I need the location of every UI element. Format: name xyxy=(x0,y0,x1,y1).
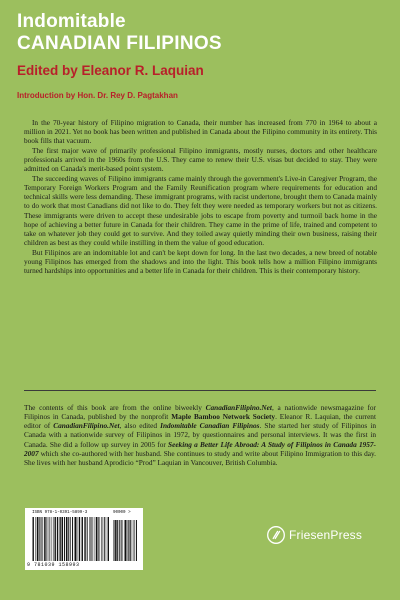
barcode-bar xyxy=(90,517,91,561)
barcode-bar xyxy=(101,517,102,561)
barcode-bar xyxy=(100,517,101,561)
barcode-bar xyxy=(89,517,90,561)
about-text: , a nationwide newsmagazine for Filipinos in Canada, published by the nonprofit xyxy=(24,403,376,422)
barcode-bar xyxy=(64,517,65,561)
barcode-bar xyxy=(123,520,124,561)
friesenpress-logo-icon xyxy=(267,526,285,544)
publisher-logo xyxy=(267,526,362,544)
isbn-digits: 9 781039 158993 xyxy=(27,562,80,568)
description-paragraph: The first major wave of primarily professional Filipino immigrants, mostly nurses, doctors and other healthcare professionals arrived in the 1960s from the U.S. They came to renew their U.S. visas but decided to stay. They were admitted on Canada's merit-based point system. xyxy=(24,145,377,174)
title-line-2: CANADIAN FILIPINOS xyxy=(17,33,222,54)
barcode-bar xyxy=(37,517,38,561)
barcode-bar xyxy=(55,517,56,561)
barcode-bars xyxy=(32,517,110,561)
barcode-bar xyxy=(68,517,69,561)
barcode-bar xyxy=(92,517,93,561)
barcode-bar xyxy=(116,520,117,561)
site-name: CanadianFilipino.Net xyxy=(205,403,272,412)
barcode-bar xyxy=(44,517,45,561)
barcode-bar xyxy=(54,517,55,561)
barcode-bar xyxy=(59,517,60,561)
barcode-bar xyxy=(66,517,67,561)
barcode-bar xyxy=(77,517,78,561)
addon-barcode-bars xyxy=(113,520,138,561)
description-paragraph: But Filipinos are an indomitable lot and can't be kept down for long. In the last two decades, a new breed of notable young Filipinos has emerged from the shadows and into the light. This book tells how a million Filipino immigrants turned hardships into opportunities and a better life in Canada for their children. This is their contemporary history. xyxy=(24,247,377,275)
barcode-bar xyxy=(50,517,51,561)
barcode-bar xyxy=(96,517,97,561)
barcode-bar xyxy=(49,517,50,561)
barcode-bar xyxy=(74,517,75,561)
barcode-bar xyxy=(134,520,135,561)
barcode-bar xyxy=(132,520,133,561)
barcode-bar xyxy=(75,517,76,561)
introduction-credit: Introduction by Hon. Dr. Rey D. Pagtakhan xyxy=(17,91,178,100)
barcode-bar xyxy=(39,517,40,561)
barcode-bar xyxy=(41,517,42,561)
barcode-bar xyxy=(106,517,107,561)
barcode-bar xyxy=(45,517,46,561)
barcode-bar xyxy=(108,517,109,561)
barcode-bar xyxy=(125,520,126,561)
barcode-bar xyxy=(94,517,95,561)
barcode-bar xyxy=(135,520,136,561)
barcode-bar xyxy=(52,517,53,561)
barcode-bar xyxy=(124,520,125,561)
book-description xyxy=(24,118,377,276)
barcode-bar xyxy=(60,517,61,561)
barcode-bar xyxy=(130,520,131,561)
price-code: 90000 > xyxy=(113,511,131,515)
title-line-1: Indomitable xyxy=(17,11,126,32)
about-text: , also edited xyxy=(119,421,161,431)
barcode-bar xyxy=(114,520,115,561)
barcode-bar xyxy=(115,520,116,561)
about-text: . She started her study of Filipinos in Canada with a nationwide survey of Filipinos in 1972, by questionnaires and personal interviews. It was the first in Canada. She did a follow up survey in 2005 for xyxy=(24,421,376,449)
description-paragraph: In the 70-year history of Filipino migration to Canada, their number has increased from 770 in 1964 to about a million in 2021. Yet no book has been written and published in Canada about the Filipino community in its entirety. This book fills that vacuum. xyxy=(24,118,377,146)
isbn-label: ISBN 978-1-0391-5899-3 xyxy=(32,511,88,515)
book-title: Indomitable Canadian Filipinos xyxy=(160,421,260,431)
barcode-bar xyxy=(79,517,80,561)
barcode-bar xyxy=(82,517,83,561)
about-editor-paragraph xyxy=(24,403,376,467)
barcode-bar xyxy=(33,517,34,561)
barcode-bar xyxy=(128,520,129,561)
barcode-bar xyxy=(62,517,63,561)
section-divider xyxy=(24,390,376,391)
barcode-bar xyxy=(104,517,105,561)
barcode-bar xyxy=(127,520,128,561)
barcode-bar xyxy=(72,517,73,561)
barcode-bar xyxy=(84,517,85,561)
barcode-bar xyxy=(57,517,58,561)
barcode-bar xyxy=(87,517,88,561)
about-text: The contents of this book are from the online biweekly xyxy=(24,403,206,412)
organization-name: Maple Bamboo Network Society xyxy=(171,412,276,422)
barcode-bar xyxy=(42,517,43,561)
isbn-barcode xyxy=(25,508,143,570)
barcode-bar xyxy=(121,520,122,561)
site-name: CanadianFilipino.Net xyxy=(53,421,120,431)
barcode-bar xyxy=(119,520,120,561)
about-text: which she co-authored with her husband. She continues to study and write about Filipino Immigration to this day. She lives with her husband Aprodicio “Prod” Laquian in Vancouver, British Columbia. xyxy=(24,448,376,467)
book-title: Seeking a Better Life Abroad: A Study of Filipinos in Canada 1957-2007 xyxy=(24,439,376,458)
editor-credit: Edited by Eleanor R. Laquian xyxy=(17,63,204,78)
barcode-bar xyxy=(47,517,48,561)
description-paragraph: The succeeding waves of Filipino immigrants came mainly through the government's Live-in Caregiver Program, the Temporary Foreign Workers Program and the Family Reunification program where requirements for education and technical skills were less demanding. These immigrant programs, with racist undertone, brought them to Canada mainly to do work that most Canadians did not like to do. They felt they were needed as temporary workers but not as citizens. These immigrants were driven to accept these undesirable jobs to escape from poverty and turmoil back home in the hope of achieving a better future in Canada for their children. They came in the prime of life, trained and competent to take on whatever job they could get to survive. And they toiled away quietly minding their own business, raising their children as best as they could while instilling in them the value of good education. xyxy=(24,173,377,248)
barcode-bar xyxy=(136,520,137,561)
barcode-bar xyxy=(70,517,71,561)
publisher-name: FriesenPress xyxy=(289,528,363,542)
barcode-bar xyxy=(98,517,99,561)
about-text: . Eleanor R. Laquian, the current editor of xyxy=(24,412,376,431)
barcode-bar xyxy=(35,517,36,561)
